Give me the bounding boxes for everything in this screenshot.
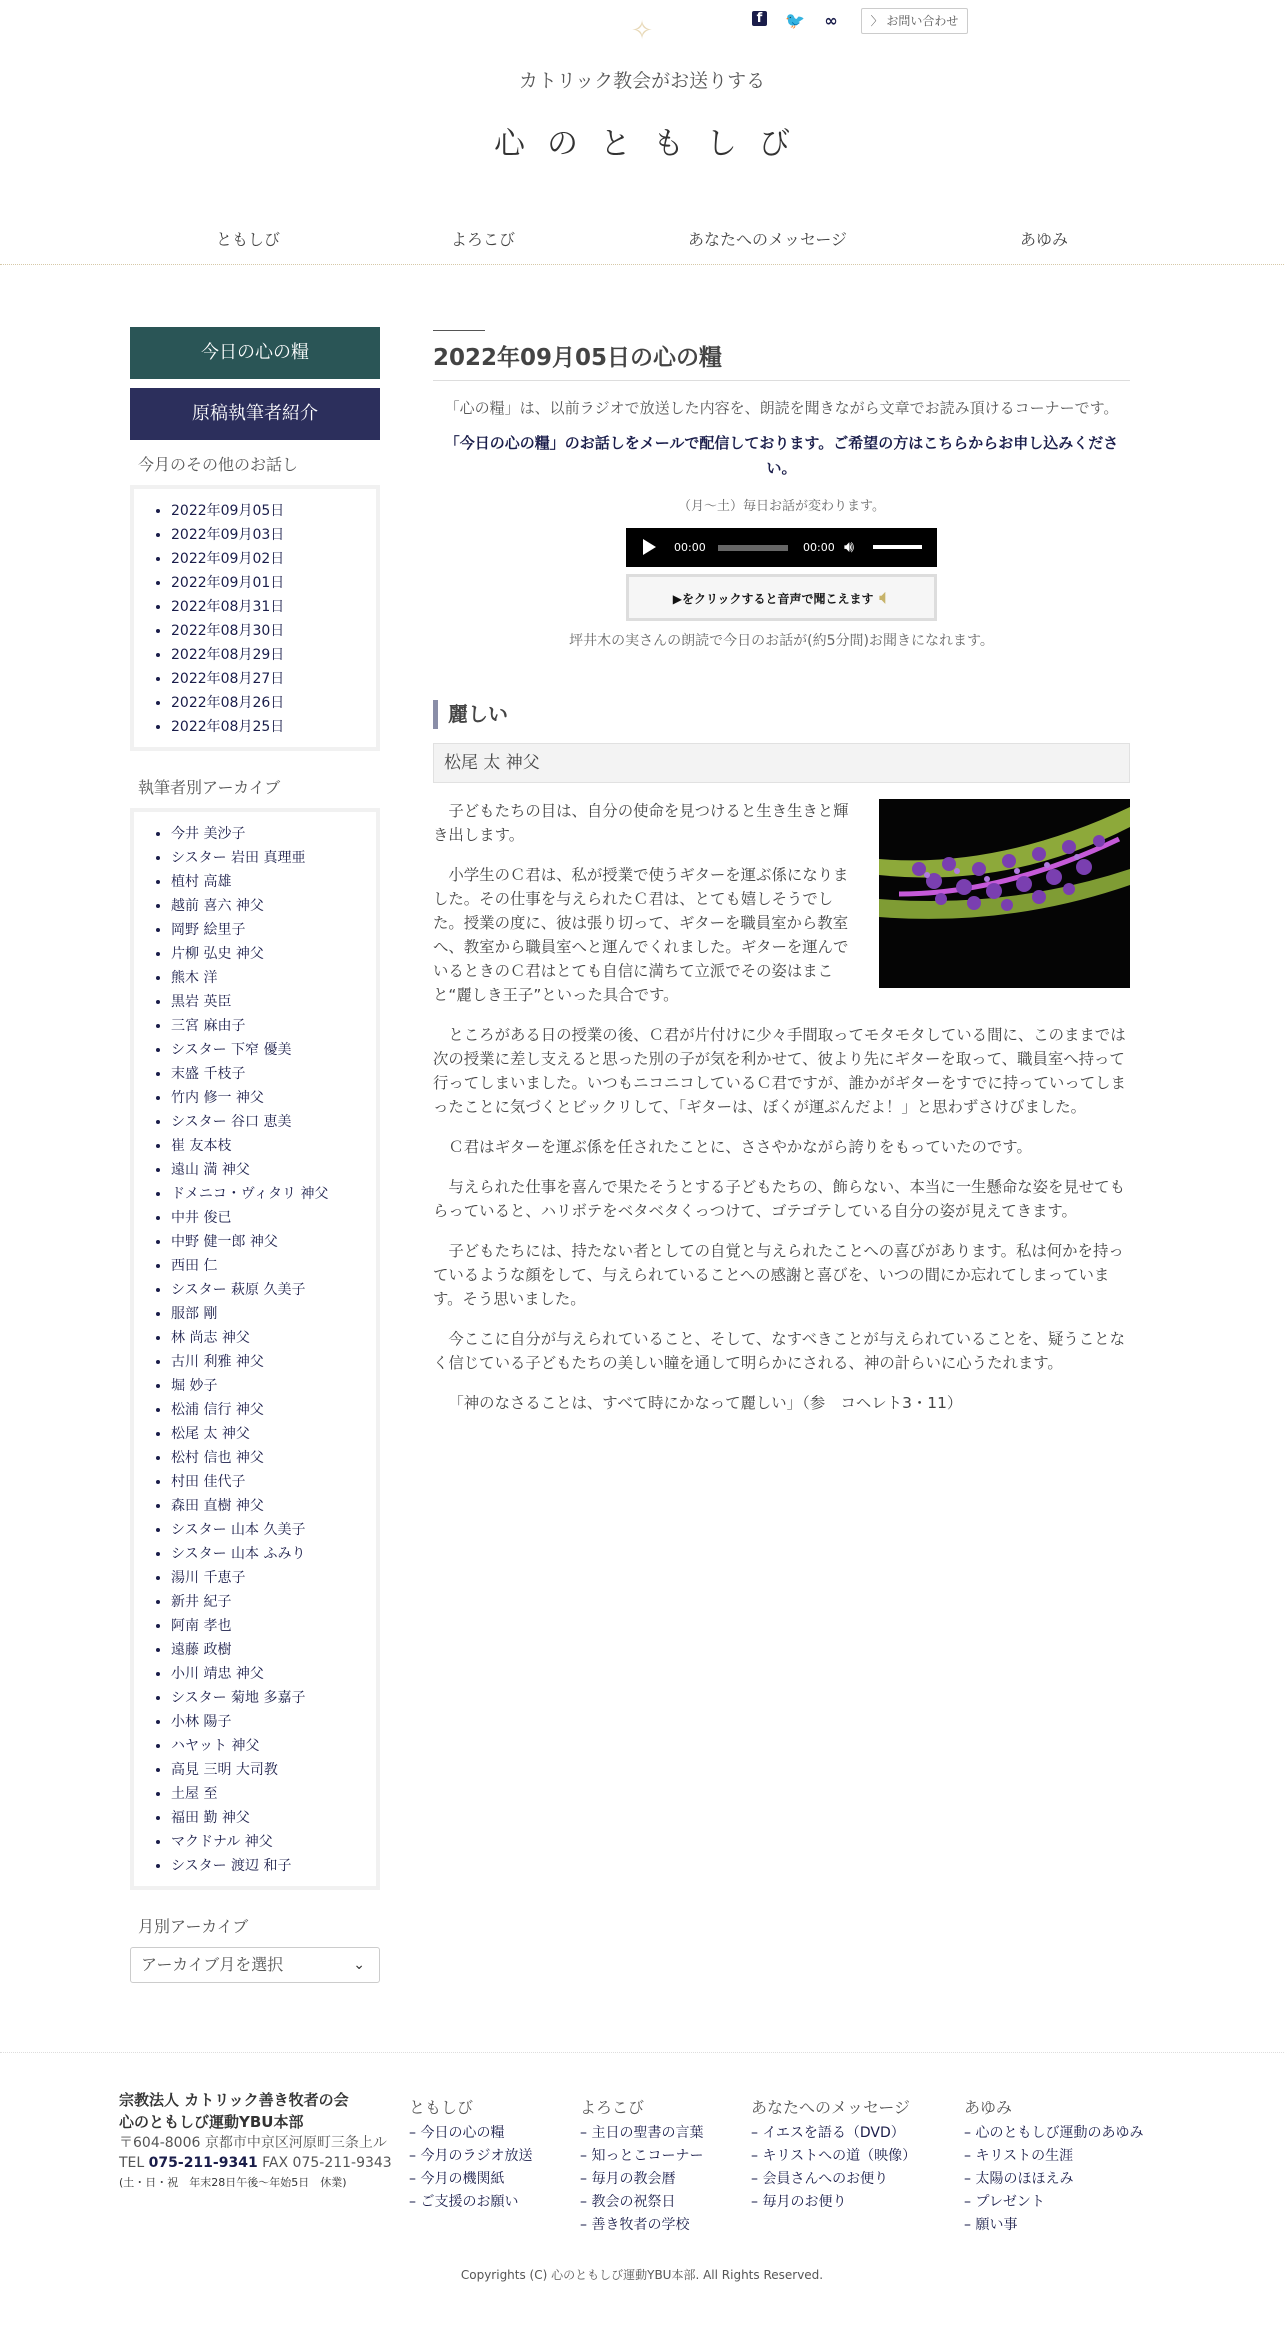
author-archive-link[interactable]: • 片柳 弘史 神父 [171,942,376,966]
month-heading: 今月のその他のお話し [138,455,299,474]
month-archive-link[interactable]: • 2022年08月29日 [171,643,376,667]
author-archive-link[interactable]: • 崔 友本枝 [171,1134,376,1158]
nav-item-ayumi[interactable]: あゆみ [1020,230,1069,249]
author-archive-link[interactable]: • 越前 喜六 神父 [171,894,376,918]
footer-col-yorokobi [580,2095,703,2237]
footer-link[interactable]: – 毎月の教会暦 [580,2171,676,2187]
author-archive-link[interactable]: • シスター 谷口 恵美 [171,1110,376,1134]
footer-link[interactable]: – 今日の心の糧 [409,2125,505,2141]
org-name: 宗教法人 カトリック善き牧者の会 [119,2091,349,2109]
author-archive-link[interactable]: • マクドナル 神父 [171,1830,376,1854]
month-archive-link[interactable]: • 2022年09月01日 [171,571,376,595]
title-rule [433,330,485,331]
footer-link[interactable]: – 毎月のお便り [751,2194,847,2210]
author-archive-link[interactable]: • ハヤット 神父 [171,1734,376,1758]
footer-link[interactable]: – 会員さんへのお便り [751,2171,889,2187]
footer-link[interactable]: – イエスを語る（DVD） [751,2125,905,2141]
paragraph: 今ここに自分が与えられていること、そして、なすべきことが与えられていることを、疑うことなく信じている子どもたちの美しい瞳を通して明らかにされる、神の計らいに心うたれます。 [433,1330,1125,1372]
author-heading: 執筆者別アーカイブ [138,778,281,797]
global-nav [0,225,1284,265]
volume-slider[interactable] [873,545,922,549]
author-archive-link[interactable]: • シスター 下窄 優美 [171,1038,376,1062]
author-archive-link[interactable]: • 新井 紀子 [171,1590,376,1614]
click-to-listen-text: ▶をクリックすると音声で聞こえます [672,592,874,606]
org-phone: TEL 075-211-9341 FAX 075-211-9343 [119,2155,392,2171]
author-archive-link[interactable]: • 古川 利雅 神父 [171,1350,376,1374]
author-archive-link[interactable]: • 三宮 麻由子 [171,1014,376,1038]
facebook-icon[interactable]: f [752,11,767,26]
month-list [134,499,376,739]
author-archive-link[interactable]: • 小川 靖忠 神父 [171,1662,376,1686]
sidebar [130,327,380,1983]
flower-photo [879,799,1130,988]
footer-col-message [751,2095,916,2214]
author-list-box [130,808,380,1890]
org-hours: (土・日・祝 年末28日午後〜年始5日 休業) [119,2176,347,2189]
footer-link[interactable]: – 今月のラジオ放送 [409,2148,533,2164]
month-archive-link[interactable]: • 2022年09月02日 [171,547,376,571]
footer [0,2052,1284,2346]
footer-link[interactable]: – キリストの生涯 [964,2148,1074,2164]
page-title: 2022年09月05日の心の糧 [433,339,1130,381]
author-archive-link[interactable]: • 林 尚志 神父 [171,1326,376,1350]
paragraph: 「神のなさることは、すべて時にかなって麗しい」（参 コヘレト3・11） [448,1394,963,1412]
article-body [433,799,1130,1415]
footer-link[interactable]: – 願い事 [964,2217,1018,2233]
paragraph: ところがある日の授業の後、Ｃ君が片付けに少々手間取ってモタモタしている間に、このままでは次の授業に差し支えると思った別の子が気を利かせて、彼より先にギターを取って、職員室へ持って行ってしまいました。いつもニコニコしているＣ君ですが、誰かがギターをすでに持っていってしまったことに気づくとビックリして、「ギターは、ぼくが運ぶんだよ！」と思わずさけびました。 [433,1026,1126,1116]
section-title: 麗しい [433,700,1130,729]
footer-link[interactable]: – 知っとこコーナー [580,2148,704,2164]
reader-note: 坪井木の実さんの朗読で今日のお話が(約5分間)お聞きになれます。 [569,633,994,649]
archive-month-select[interactable] [130,1947,380,1983]
footer-link[interactable]: – キリストへの道（映像） [751,2148,917,2164]
footer-col-tomoshibi [409,2095,532,2214]
author-name: 松尾 太 神父 [433,743,1130,783]
today-button[interactable]: 今日の心の糧 [130,327,380,379]
author-archive-link[interactable]: • 黒岩 英臣 [171,990,376,1014]
author-archive-link[interactable]: • 今井 美沙子 [171,822,376,846]
authors-button[interactable]: 原稿執筆者紹介 [130,388,380,440]
author-archive-link[interactable]: • 小林 陽子 [171,1710,376,1734]
nav-item-tomoshibi[interactable]: ともしび [216,230,281,249]
author-archive-link[interactable]: • 土屋 至 [171,1782,376,1806]
author-archive-link[interactable]: • 竹内 修一 神父 [171,1086,376,1110]
paragraph: Ｃ君はギターを運ぶ係を任されたことに、ささやかながら誇りをもっていたのです。 [448,1138,1032,1156]
author-archive-link[interactable]: • 松尾 太 神父 [171,1422,376,1446]
volume-icon[interactable]: 🔊︎ [844,537,855,556]
cross-star-icon: ✧ [631,16,653,46]
author-archive-link[interactable]: • 森田 直樹 神父 [171,1494,376,1518]
author-list [134,822,376,1878]
copyright: Copyrights (C) 心のともしび運動YBU本部. All Rights Reserved. [460,2268,824,2282]
author-archive-link[interactable]: • 熊木 洋 [171,966,376,990]
paragraph: 子どもたちには、持たない者としての自覚と与えられたことへの喜びがあります。私は何かを持っているような顔をして、与えられていることへの感謝と喜びを、いつの間にか忘れてしまっています。そう思いました。 [433,1242,1124,1308]
footer-link[interactable]: – 教会の祝祭日 [580,2194,676,2210]
month-archive-link[interactable]: • 2022年09月05日 [171,499,376,523]
link-icon[interactable]: ∞ [824,11,838,30]
main-content [433,330,1130,1431]
contact-button[interactable]: 〉 お問い合わせ [861,8,968,34]
author-archive-link[interactable]: • 福田 勤 神父 [171,1806,376,1830]
author-archive-link[interactable]: • シスター 渡辺 和子 [171,1854,376,1878]
nav-item-yorokobi[interactable]: よろこび [451,230,516,249]
author-archive-link[interactable]: • シスター 菊地 多嘉子 [171,1686,376,1710]
monthly-heading: 月別アーカイブ [138,1917,249,1936]
site-subtitle: カトリック教会がお送りする [518,70,766,92]
paragraph: 与えられた仕事を喜んで果たそうとする子どもたちの、飾らない、本当に一生懸命な姿を見せてもらっていると、ハリボテをベタベタくっつけて、ゴテゴテしている自分の姿が見えてきます。 [433,1178,1125,1220]
author-archive-link[interactable]: • シスター 岩田 真理亜 [171,846,376,870]
nav-item-message[interactable]: あなたへのメッセージ [688,230,848,249]
paragraph: 小学生のＣ君は、私が授業で使うギターを運ぶ係になりました。その仕事を与えられたＣ君は、とても嬉しそうでした。授業の度に、彼は張り切って、ギターを職員室から教室へ、教室から職員室へと運んでくれました。ギターを運んでいるときのＣ君はとても自信に満ちて立派でその姿はまこと“麗しき王子”といった具合です。 [433,866,849,1004]
footer-col-heading: あなたへのメッセージ [751,2098,911,2117]
month-archive-link[interactable]: • 2022年08月26日 [171,691,376,715]
footer-col-heading: よろこび [580,2098,645,2117]
author-archive-link[interactable]: • 中井 俊已 [171,1206,376,1230]
footer-col-heading: あゆみ [964,2098,1013,2117]
org-subname: 心のともしび運動YBU本部 [119,2113,304,2131]
play-icon[interactable] [643,539,656,555]
footer-col-ayumi [964,2095,1143,2237]
click-to-listen-banner [626,574,937,621]
paragraph: 子どもたちの目は、自分の使命を見つけると生き生きと輝き出します。 [433,802,849,844]
daily-note: （月～土）毎日お話が変わります。 [678,499,885,514]
author-archive-link[interactable]: • 松村 信也 神父 [171,1446,376,1470]
footer-col-heading: ともしび [409,2098,474,2117]
month-archive-link[interactable]: • 2022年08月25日 [171,715,376,739]
footer-link[interactable]: – 太陽のほほえみ [964,2171,1074,2187]
archive-month-select-value: アーカイブ月を選択 [141,1955,284,1974]
footer-link[interactable]: – プレゼント [964,2194,1045,2210]
chevron-down-icon: ⌄ [353,1957,365,1973]
month-archive-link[interactable]: • 2022年09月03日 [171,523,376,547]
author-archive-link[interactable]: • 村田 佳代子 [171,1470,376,1494]
month-archive-link[interactable]: • 2022年08月31日 [171,595,376,619]
twitter-icon[interactable]: 🐦 [785,11,805,30]
author-archive-link[interactable]: • シスター 萩原 久美子 [171,1278,376,1302]
duration-time: 00:00 [803,541,835,554]
audio-player [626,528,937,567]
month-list-box [130,485,380,751]
footer-link[interactable]: – 主日の聖書の言葉 [580,2125,704,2141]
mail-signup-link[interactable]: 「今日の心の糧」のお話しをメールで配信しております。ご希望の方はこちらからお申し込みください。 [444,434,1119,477]
author-archive-link[interactable]: • シスター 山本 ふみり [171,1542,376,1566]
author-archive-link[interactable]: • 高見 三明 大司教 [171,1758,376,1782]
author-archive-link[interactable]: • 中野 健一郎 神父 [171,1230,376,1254]
speaker-icon: 🔈︎ [879,587,891,608]
footer-link[interactable]: – 心のともしび運動のあゆみ [964,2125,1144,2141]
author-archive-link[interactable]: • 阿南 孝也 [171,1614,376,1638]
author-archive-link[interactable]: • 西田 仁 [171,1254,376,1278]
author-archive-link[interactable]: • 服部 剛 [171,1302,376,1326]
author-archive-link[interactable]: • 末盛 千枝子 [171,1062,376,1086]
intro-text: 「心の糧」は、以前ラジオで放送した内容を、朗読を聞きながら文章でお読み頂けるコーナーです。 [444,399,1119,417]
author-archive-link[interactable]: • 堀 妙子 [171,1374,376,1398]
org-info [119,2089,392,2193]
author-archive-link[interactable]: • 遠藤 政樹 [171,1638,376,1662]
footer-link[interactable]: – 善き牧者の学校 [580,2217,690,2233]
month-archive-link[interactable]: • 2022年08月27日 [171,667,376,691]
top-bar [0,0,1284,48]
progress-bar[interactable] [718,545,788,551]
org-address: 〒604-8006 京都市中京区河原町三条上ル [119,2135,387,2151]
footer-link[interactable]: – 今月の機関紙 [409,2171,505,2187]
author-archive-link[interactable]: • 松浦 信行 神父 [171,1398,376,1422]
author-archive-link[interactable]: • シスター 山本 久美子 [171,1518,376,1542]
author-archive-link[interactable]: • 岡野 絵里子 [171,918,376,942]
author-archive-link[interactable]: • 遠山 満 神父 [171,1158,376,1182]
current-time: 00:00 [674,541,706,554]
site-title[interactable]: 心のともしび [494,126,812,162]
author-archive-link[interactable]: • 湯川 千恵子 [171,1566,376,1590]
author-archive-link[interactable]: • 植村 高雄 [171,870,376,894]
month-archive-link[interactable]: • 2022年08月30日 [171,619,376,643]
author-archive-link[interactable]: • ドメニコ・ヴィタリ 神父 [171,1182,376,1206]
footer-link[interactable]: – ご支援のお願い [409,2194,519,2210]
